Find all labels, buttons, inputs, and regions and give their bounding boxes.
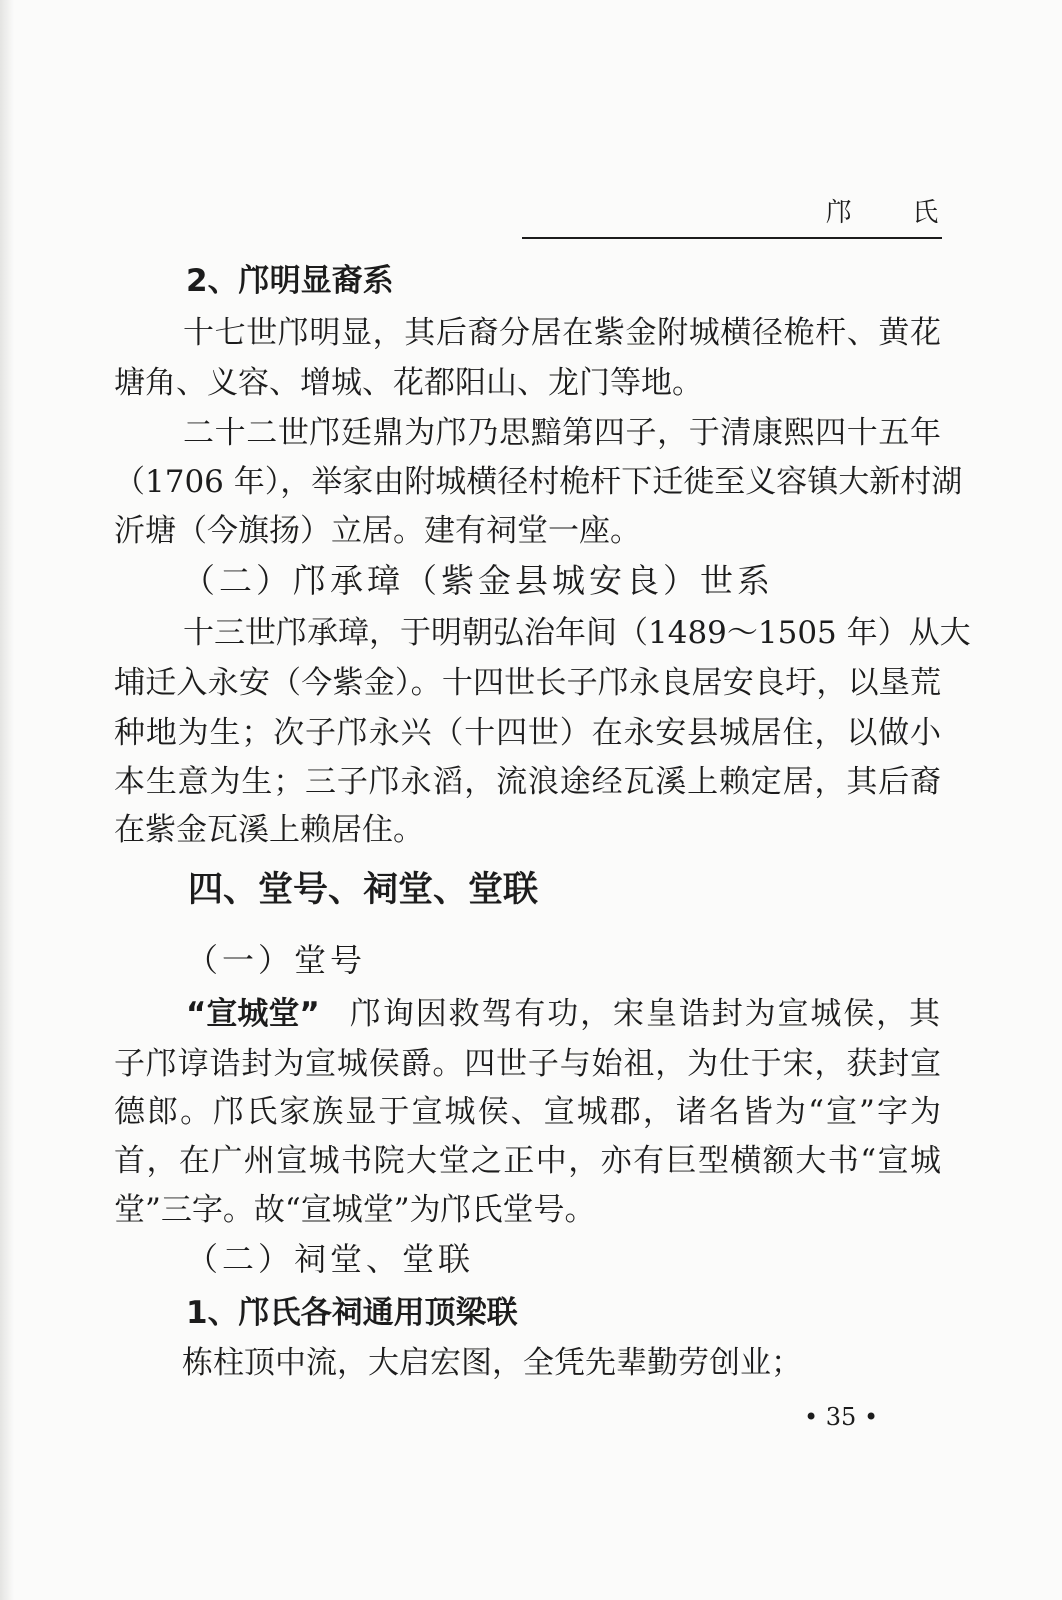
page-number: • 35 • <box>804 1403 879 1431</box>
paragraph-line: 种地为生；次子邝永兴（十四世）在永安县城居住，以做小 <box>114 715 941 751</box>
running-header: 邝 氏 <box>826 198 965 228</box>
heading-chengzhang-lineage: （二）邝承璋（紫金县城安良）世系 <box>182 561 774 600</box>
paragraph-line: 塘角、义容、增城、花都阳山、龙门等地。 <box>114 365 703 401</box>
heading-couplet-item-1: 1、邝氏各祠通用顶梁联 <box>186 1295 518 1331</box>
paragraph-line: 本生意为生；三子邝永滔，流浪途经瓦溪上赖定居，其后裔 <box>114 764 941 800</box>
paragraph-line: 十七世邝明显，其后裔分居在紫金附城横径桅杆、黄花 <box>183 315 941 351</box>
paragraph-line: 邝询因救驾有功，宋皇诰封为宣城侯，其 <box>350 996 940 1032</box>
section-title-halls: 四、堂号、祠堂、堂联 <box>188 870 539 910</box>
heading-ancestral-halls: （二）祠堂、堂联 <box>186 1240 475 1278</box>
paragraph-line: 首，在广州宣城书院大堂之正中，亦有巨型横额大书“宣城 <box>114 1143 941 1179</box>
page-binding-shadow <box>0 0 14 1600</box>
paragraph-line: 堂”三字。故“宣城堂”为邝氏堂号。 <box>114 1192 596 1228</box>
paragraph-line: （1706 年），举家由附城横径村桅杆下迁徙至义容镇大新村湖 <box>114 464 963 500</box>
heading-mingxian-lineage: 2、邝明显裔系 <box>186 263 394 299</box>
paragraph-line: 德郎。邝氏家族显于宣城侯、宣城郡，诸名皆为“宣”字为 <box>114 1094 941 1130</box>
paragraph-line: 子邝谆诰封为宣城侯爵。四世子与始祖，为仕于宋，获封宣 <box>114 1046 941 1082</box>
hall-name-xuancheng: “宣城堂” <box>186 996 320 1032</box>
couplet-line: 栋柱顶中流，大启宏图，全凭先辈勤劳创业； <box>182 1345 802 1381</box>
header-rule <box>522 237 942 239</box>
paragraph-line: 十三世邝承璋，于明朝弘治年间（1489～1505 年）从大 <box>183 615 971 651</box>
paragraph-line: 二十二世邝廷鼎为邝乃思黯第四子，于清康熙四十五年 <box>183 415 941 451</box>
paragraph-line: 在紫金瓦溪上赖居住。 <box>114 812 424 848</box>
paragraph-line: 埔迁入永安（今紫金）。十四世长子邝永良居安良圩，以垦荒 <box>114 665 941 701</box>
paragraph-line: 沂塘（今旗扬）立居。建有祠堂一座。 <box>114 513 641 549</box>
heading-hall-names: （一）堂号 <box>186 941 367 979</box>
